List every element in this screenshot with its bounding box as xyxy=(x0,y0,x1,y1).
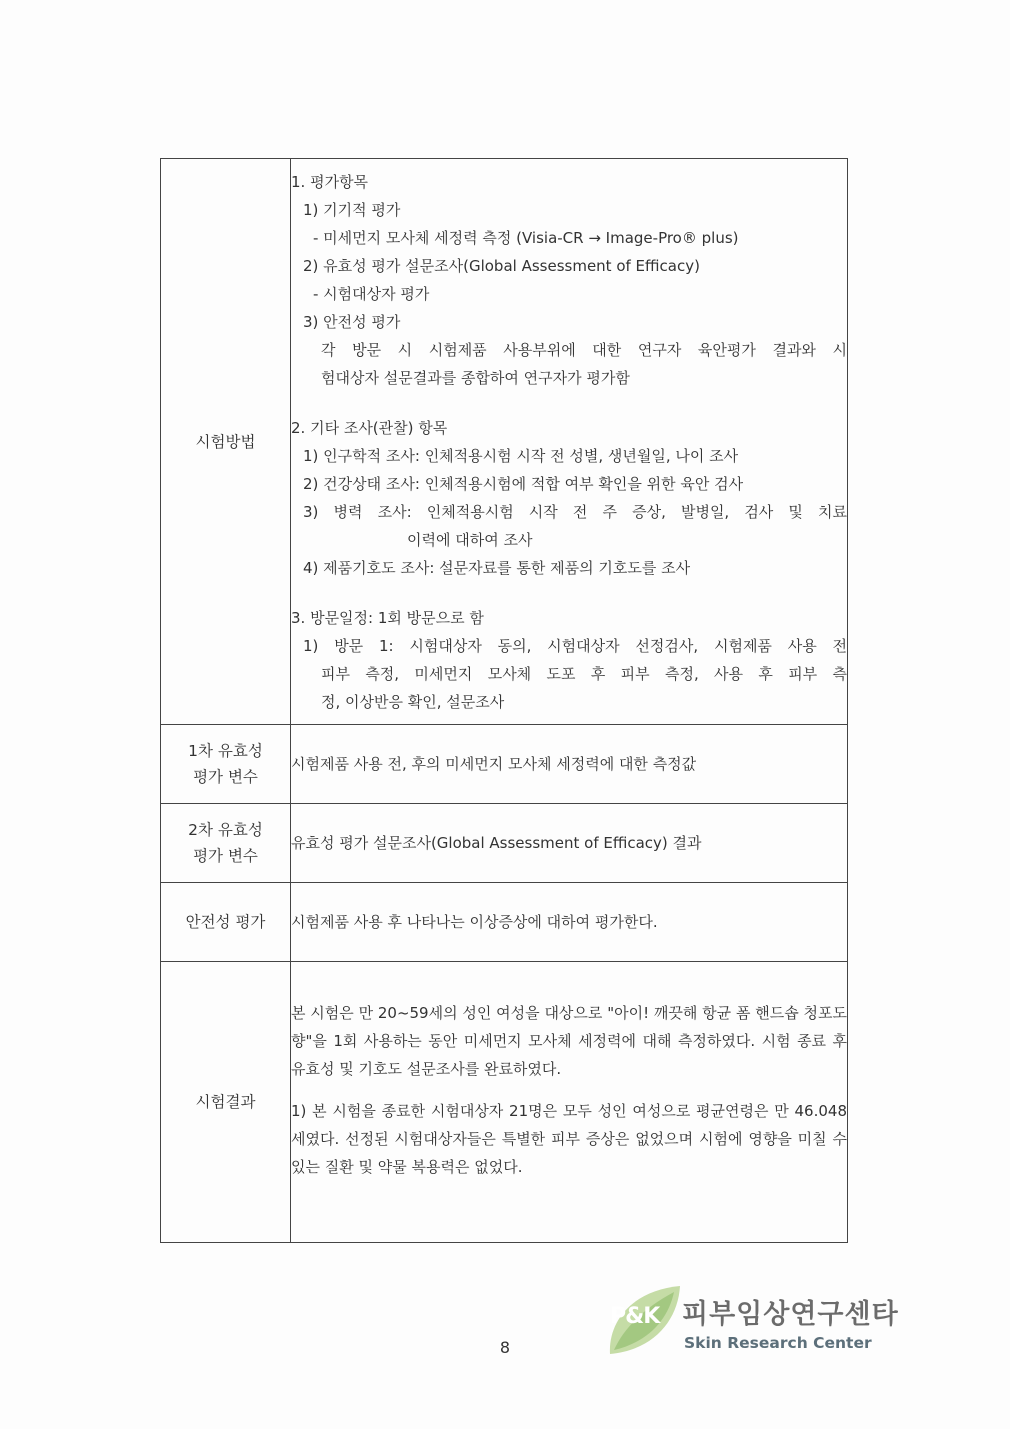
logo-english-name: Skin Research Center xyxy=(684,1334,872,1352)
section-other-items-title: 2. 기타 조사(관찰) 항목 xyxy=(291,418,448,437)
item-medical-history-line1: 3) 병력 조사: 인체적용시험 시작 전 주 증상, 발병일, 검사 및 치료 xyxy=(303,502,847,521)
content-primary-efficacy: 시험제품 사용 전, 후의 미세먼지 모사체 세정력에 대한 측정값 xyxy=(291,725,848,804)
row-primary-efficacy xyxy=(161,725,848,804)
clinical-trial-table xyxy=(160,158,848,1243)
content-secondary-efficacy: 유효성 평가 설문조사(Global Assessment of Efficacy) 결과 xyxy=(291,804,848,883)
label-safety: 안전성 평가 xyxy=(161,883,291,962)
logo-mark-text: P&K xyxy=(610,1304,660,1329)
logo-korean-name: 피부임상연구센타 xyxy=(682,1299,899,1330)
content-result xyxy=(291,962,848,1243)
item-safety-detail-line2: 험대상자 설문결과를 종합하여 연구자가 평가함 xyxy=(321,368,630,387)
item-visit1-line2: 피부 측정, 미세먼지 모사체 도포 후 피부 측정, 사용 후 피부 측 xyxy=(321,664,847,683)
page-number: 8 xyxy=(499,1338,511,1357)
section-visit-schedule-title: 3. 방문일정: 1회 방문으로 함 xyxy=(291,608,484,627)
row-test-method xyxy=(161,159,848,725)
result-paragraph-1: 본 시험은 만 20~59세의 성인 여성을 대상으로 "아이! 깨끗해 항균 폼 핸드솝 청포도향"을 1회 사용하는 동안 미세먼지 모사체 세정력에 대해 측정하였다. 시험 종료 후 유효성 및 기호도 설문조사를 완료하였다. xyxy=(291,1004,847,1078)
content-test-method xyxy=(291,159,848,725)
row-safety xyxy=(161,883,848,962)
label-test-method: 시험방법 xyxy=(161,159,291,725)
item-demographic-survey: 1) 인구학적 조사: 인체적용시험 시작 전 성별, 생년월일, 나이 조사 xyxy=(303,446,739,465)
item-preference-survey: 4) 제품기호도 조사: 설문자료를 통한 제품의 기호도를 조사 xyxy=(303,558,691,577)
company-logo xyxy=(604,1280,899,1364)
item-safety-detail-line1: 각 방문 시 시험제품 사용부위에 대한 연구자 육안평가 결과와 시 xyxy=(321,340,847,359)
item-safety-evaluation: 3) 안전성 평가 xyxy=(303,312,401,331)
label-primary-efficacy: 1차 유효성 평가 변수 xyxy=(161,725,291,804)
content-safety: 시험제품 사용 후 나타나는 이상증상에 대하여 평가한다. xyxy=(291,883,848,962)
item-visit1-line1: 1) 방문 1: 시험대상자 동의, 시험대상자 선정검사, 시험제품 사용 전 xyxy=(303,636,847,655)
item-efficacy-survey: 2) 유효성 평가 설문조사(Global Assessment of Efficacy) xyxy=(303,256,700,275)
item-health-survey: 2) 건강상태 조사: 인체적용시험에 적합 여부 확인을 위한 육안 검사 xyxy=(303,474,744,493)
row-result xyxy=(161,962,848,1243)
item-medical-history-line2: 이력에 대하여 조사 xyxy=(407,530,533,549)
label-secondary-efficacy: 2차 유효성 평가 변수 xyxy=(161,804,291,883)
section-evaluation-items-title: 1. 평가항목 xyxy=(291,172,369,191)
row-secondary-efficacy xyxy=(161,804,848,883)
result-paragraph-2: 1) 본 시험을 종료한 시험대상자 21명은 모두 성인 여성으로 평균연령은 만 46.048세였다. 선정된 시험대상자들은 특별한 피부 증상은 없었으며 시험에 영향을 미칠 수 있는 질환 및 약물 복용력은 없었다. xyxy=(291,1102,847,1176)
item-device-evaluation: 1) 기기적 평가 xyxy=(303,200,401,219)
item-fine-dust-measurement: - 미세먼지 모사체 세정력 측정 (Visia-CR → Image-Pro® plus) xyxy=(313,228,739,247)
label-result: 시험결과 xyxy=(161,962,291,1243)
item-visit1-line3: 정, 이상반응 확인, 설문조사 xyxy=(321,692,505,711)
item-subject-evaluation: - 시험대상자 평가 xyxy=(313,284,430,303)
